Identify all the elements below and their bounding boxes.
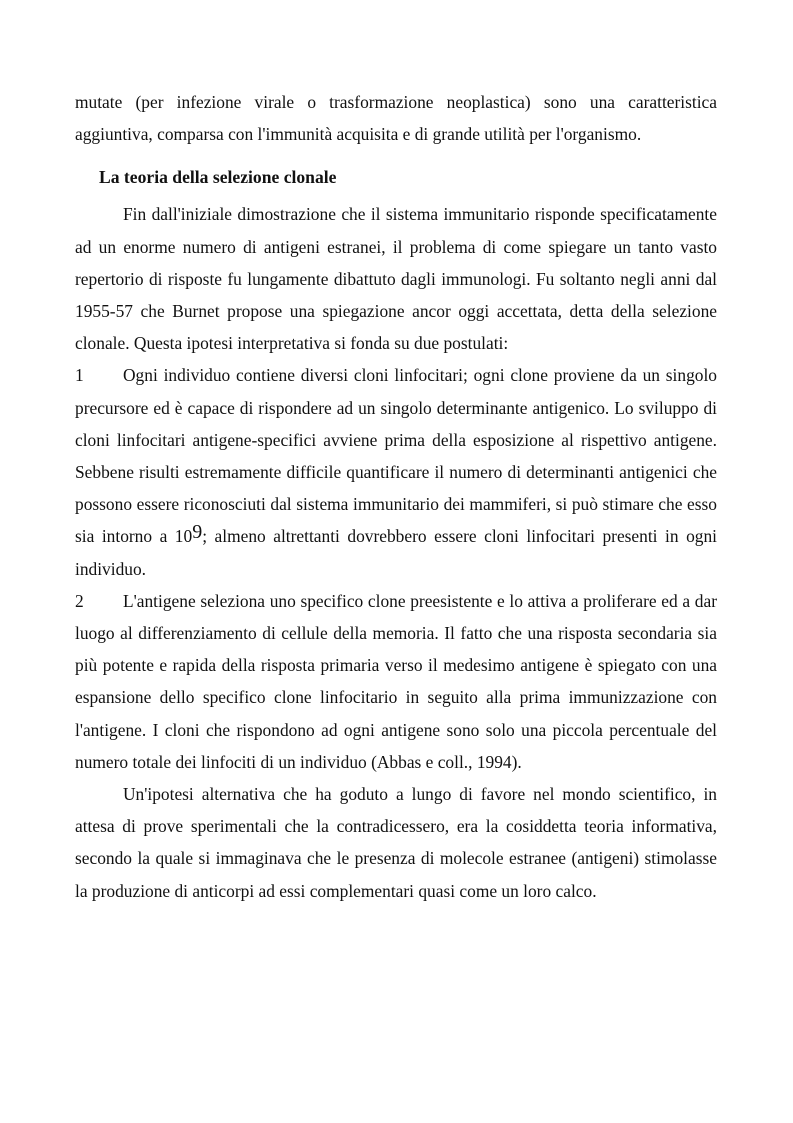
postulate-1	[75, 359, 717, 584]
postulate-2	[75, 585, 717, 778]
document-page	[75, 86, 717, 907]
body-paragraph-2: Un'ipotesi alternativa che ha goduto a lungo di favore nel mondo scientifico, in attesa di prove sperimentali che la contradicessero, era la cosiddetta teoria informativa, secondo la quale si immaginava che le presenza di molecole estranee (antigeni) stimolasse la produzione di anticorpi ad essi complementari quasi come un loro calco.	[75, 784, 717, 901]
section-heading: La teoria della selezione clonale	[99, 167, 337, 188]
postulate-number: 2	[75, 590, 84, 611]
postulate-text: L'antigene seleziona uno specifico clone preesistente e lo attiva a proliferare ed a dar luogo al differenziamento di cellule della memoria. Il fatto che una risposta secondaria sia più potente e rapida della risposta primaria verso il medesimo antigene è spiegato con una espansione dello specifico clone linfocitario in seguito alla prima immunizzazione con l'antigene. I cloni che rispondono ad ogni antigene sono solo una piccola percentuale del numero totale dei linfociti di un individuo (Abbas e coll., 1994).	[75, 590, 717, 772]
postulate-text: Ogni individuo contiene diversi cloni linfocitari; ogni clone proviene da un singolo precursore ed è capace di rispondere ad un singolo determinante antigenico. Lo sviluppo di cloni linfocitari antigene-specifici avviene prima della esposizione al rispettivo antigene. Sebbene risulti estremamente difficile quantificare il numero di determinanti antigenici che possono essere riconosciuti dal sistema immunitario dei mammiferi, si può stimare che esso sia intorno a 10	[75, 365, 717, 547]
exponent: 9	[192, 521, 203, 544]
body-paragraph-1: Fin dall'iniziale dimostrazione che il sistema immunitario risponde specificatamente ad un enorme numero di antigeni estranei, il problema di come spiegare un tanto vasto repertorio di risposte fu lungamente dibattuto dagli immunologi. Fu soltanto negli anni dal 1955-57 che Burnet propose una spiegazione ancor oggi accettata, detta della selezione clonale. Questa ipotesi interpretativa si fonda su due postulati:	[75, 204, 717, 354]
spacer	[75, 150, 717, 154]
intro-paragraph: mutate (per infezione virale o trasformazione neoplastica) sono una caratteristica aggiuntiva, comparsa con l'immunità acquisita e di grande utilità per l'organismo.	[75, 92, 717, 145]
postulate-number: 1	[75, 365, 84, 386]
postulate-text-continued: ; almeno altrettanti dovrebbero essere cloni linfocitari presenti in ogni individuo.	[75, 526, 717, 579]
